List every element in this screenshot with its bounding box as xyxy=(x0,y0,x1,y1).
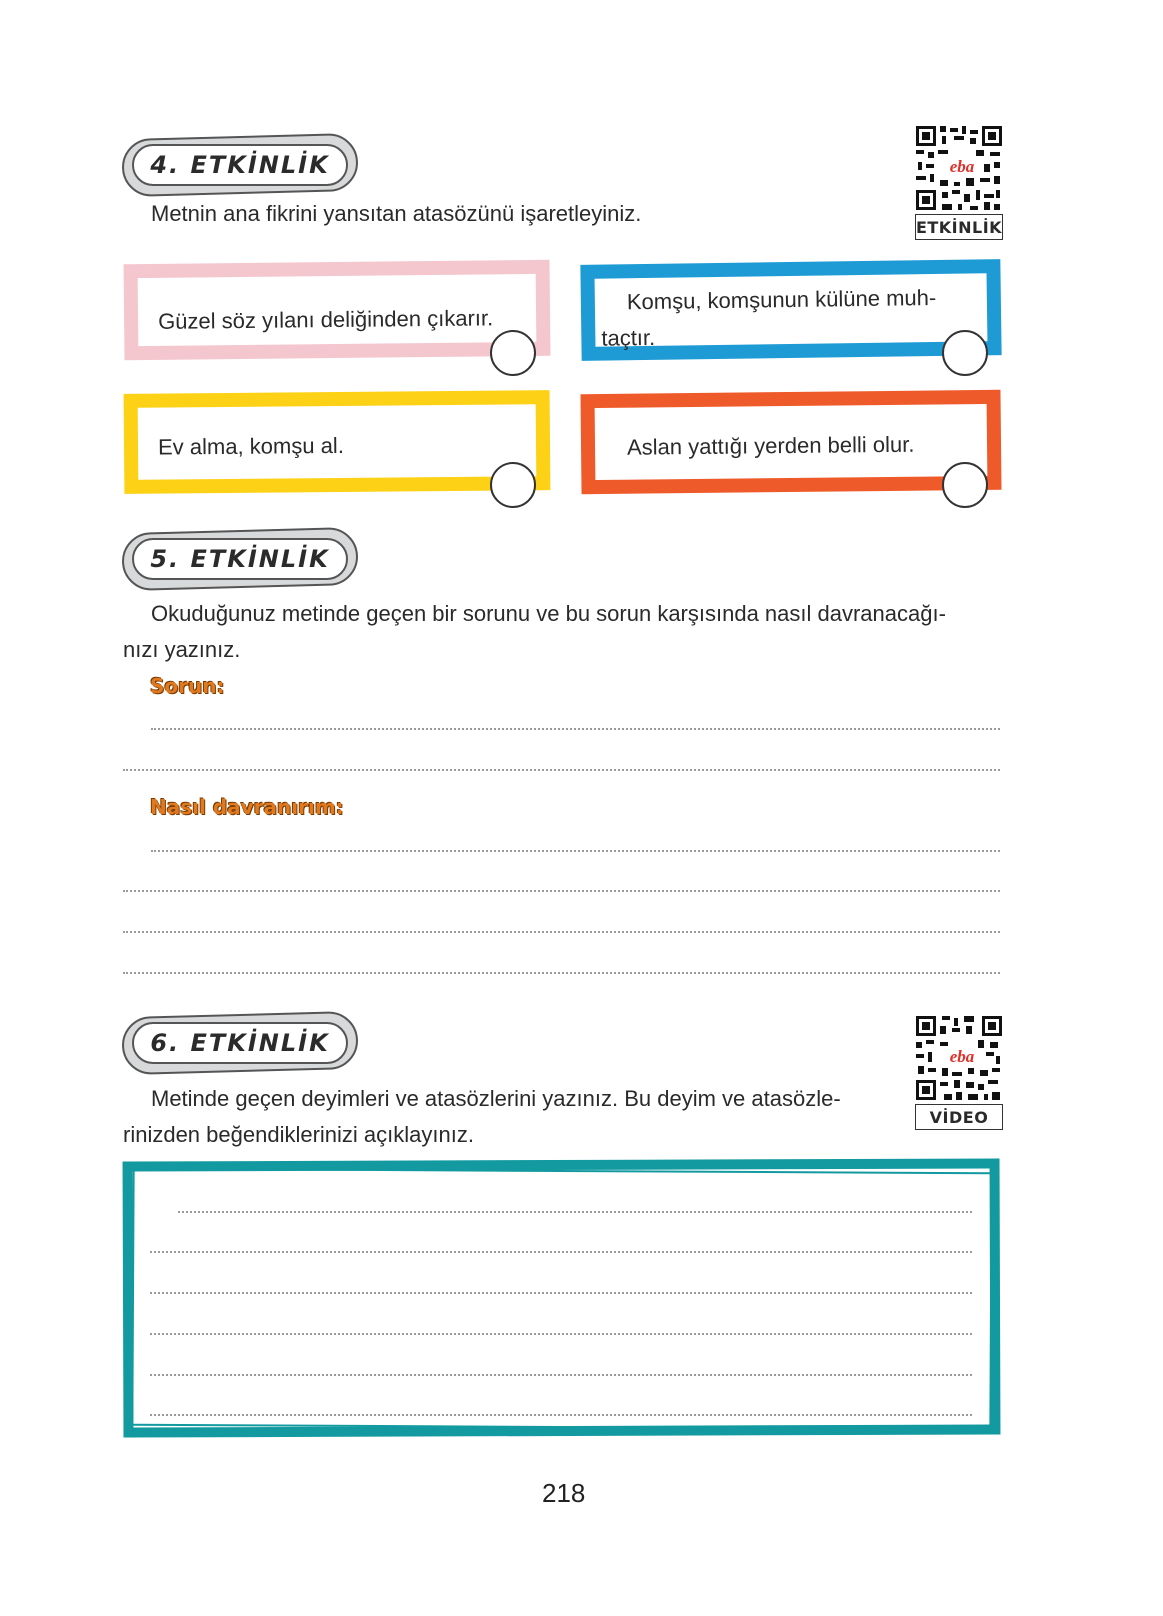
page-number: 218 xyxy=(542,1478,586,1508)
qr-tag-video: VİDEO xyxy=(915,1104,1003,1130)
activity-6-title: 6. ETKİNLİK xyxy=(150,1029,330,1057)
option-text-2b: taçtır. xyxy=(601,324,656,351)
activity-6-instruction-line2: rinizden beğendiklerinizi açıklayınız. xyxy=(123,1122,474,1147)
behavior-line-2[interactable] xyxy=(123,890,1000,892)
problem-line-1[interactable] xyxy=(151,728,1000,730)
option-text-3: Ev alma, komşu al. xyxy=(157,432,344,460)
option-text-1: Güzel söz yılanı deliğinden çıkarır. xyxy=(157,305,494,334)
activity-4-header xyxy=(122,136,358,194)
option-box-3 xyxy=(124,390,551,494)
activity-6-instruction-line1: Metinde geçen deyimleri ve atasözlerini yazınız. Bu deyim ve atasözle- xyxy=(151,1086,841,1111)
answer-line-4[interactable] xyxy=(150,1333,972,1335)
activity-4-instruction: Metnin ana fikrini yansıtan atasözünü işaretleyiniz. xyxy=(151,201,642,226)
activity-5-instruction-line2: nızı yazınız. xyxy=(123,637,241,662)
option-text-4: Aslan yattığı yerden belli olur. xyxy=(626,431,915,460)
qr-code-video-icon xyxy=(914,1014,1004,1102)
answer-line-6[interactable] xyxy=(150,1414,972,1416)
option-box-2 xyxy=(580,259,1001,361)
activity-6-header xyxy=(122,1014,358,1072)
option-checkbox-2[interactable] xyxy=(942,330,988,376)
activity-5-header xyxy=(122,530,358,588)
option-box-4 xyxy=(580,390,1001,494)
behavior-line-1[interactable] xyxy=(151,850,1000,852)
behavior-label: Nasıl davranırım: xyxy=(150,795,344,819)
problem-label: Sorun: xyxy=(150,674,225,698)
option-checkbox-1[interactable] xyxy=(490,330,536,376)
answer-line-3[interactable] xyxy=(150,1292,972,1294)
problem-line-2[interactable] xyxy=(123,769,1000,771)
option-box-1 xyxy=(124,260,551,360)
activity-5-instruction-line1: Okuduğunuz metinde geçen bir sorunu ve bu sorun karşısında nasıl davranacağı- xyxy=(151,601,946,626)
answer-line-2[interactable] xyxy=(150,1251,972,1253)
option-checkbox-3[interactable] xyxy=(490,462,536,508)
answer-line-5[interactable] xyxy=(150,1374,972,1376)
svg-text:eba: eba xyxy=(949,157,975,176)
behavior-line-3[interactable] xyxy=(123,931,1000,933)
qr-tag-activity: ETKİNLİK xyxy=(915,214,1003,240)
answer-box-inner-border xyxy=(131,1168,992,1430)
qr-code-icon xyxy=(914,124,1004,212)
behavior-line-4[interactable] xyxy=(123,972,1000,974)
svg-text:eba: eba xyxy=(949,1047,975,1066)
activity-5-title: 5. ETKİNLİK xyxy=(150,545,330,573)
activity-4-title: 4. ETKİNLİK xyxy=(150,151,330,179)
option-text-2a: Komşu, komşunun külüne muh- xyxy=(626,284,937,315)
option-checkbox-4[interactable] xyxy=(942,462,988,508)
answer-line-1[interactable] xyxy=(178,1211,972,1213)
